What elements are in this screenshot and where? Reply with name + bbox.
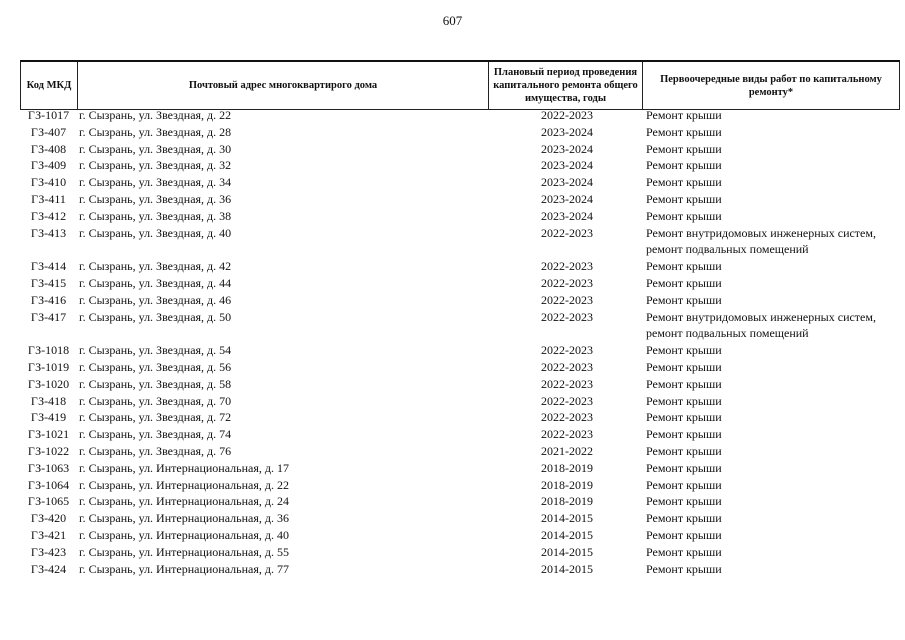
row-period: 2022-2023 [541,343,593,358]
row-works: Ремонт крыши [646,208,722,223]
row-works: Ремонт крыши [646,191,722,206]
row-address: г. Сызрань, ул. Звездная, д. 30 [79,141,232,156]
table-row [20,292,900,309]
row-code: ГЗ-421 [30,527,67,542]
row-works: Ремонт крыши [646,477,722,492]
row-code: ГЗ-408 [30,141,67,156]
row-code: ГЗ-418 [30,393,67,408]
table-row [20,359,900,376]
table-row [20,460,900,477]
row-address: г. Сызрань, ул. Звездная, д. 54 [79,343,232,358]
table-row [20,191,900,208]
row-code: ГЗ-417 [30,309,67,324]
row-code: ГЗ-411 [31,191,66,206]
row-works: Ремонт внутридомовых инженерных систем, ремонт подвальных помещений [646,225,876,257]
table-row [20,544,900,561]
row-period: 2022-2023 [541,410,593,425]
table-row [20,275,900,292]
row-works: Ремонт крыши [646,494,722,509]
table-row [20,107,900,124]
table-row [20,157,900,174]
row-period: 2022-2023 [541,359,593,374]
row-works: Ремонт крыши [646,141,722,156]
row-works: Ремонт крыши [646,561,722,576]
row-works: Ремонт крыши [646,527,722,542]
table-row [20,208,900,225]
row-address: г. Сызрань, ул. Интернациональная, д. 77 [79,561,289,576]
row-period: 2014-2015 [541,561,593,576]
row-code: ГЗ-419 [30,410,67,425]
row-address: г. Сызрань, ул. Звездная, д. 34 [79,175,232,190]
row-works: Ремонт крыши [646,427,722,442]
row-code: ГЗ-412 [30,208,67,223]
row-works: Ремонт крыши [646,393,722,408]
row-address: г. Сызрань, ул. Звездная, д. 46 [79,292,232,307]
row-address: г. Сызрань, ул. Звездная, д. 36 [79,191,232,206]
row-works: Ремонт внутридомовых инженерных систем, ремонт подвальных помещений [646,309,876,341]
row-works: Ремонт крыши [646,376,722,391]
row-period: 2014-2015 [541,544,593,559]
table-row [20,225,900,259]
row-works: Ремонт крыши [646,410,722,425]
row-works: Ремонт крыши [646,443,722,458]
row-address: г. Сызрань, ул. Звездная, д. 42 [79,259,232,274]
row-period: 2023-2024 [541,158,593,173]
row-period: 2023-2024 [541,124,593,139]
header-address: Почтовый адрес многоквартирого дома [78,62,489,109]
row-works: Ремонт крыши [646,275,722,290]
row-period: 2022-2023 [541,309,593,324]
row-works: Ремонт крыши [646,460,722,475]
row-works: Ремонт крыши [646,158,722,173]
row-period: 2022-2023 [541,427,593,442]
row-code: ГЗ-424 [30,561,67,576]
row-period: 2014-2015 [541,511,593,526]
row-code: ГЗ-407 [30,124,67,139]
table-header [20,60,900,110]
row-code: ГЗ-1063 [27,460,70,475]
row-period: 2018-2019 [541,460,593,475]
row-address: г. Сызрань, ул. Звездная, д. 38 [79,208,232,223]
table-body [20,107,900,577]
row-code: ГЗ-1020 [27,376,70,391]
row-address: г. Сызрань, ул. Интернациональная, д. 24 [79,494,289,509]
table-row [20,124,900,141]
row-code: ГЗ-420 [30,511,67,526]
row-period: 2014-2015 [541,527,593,542]
row-address: г. Сызрань, ул. Звездная, д. 32 [79,158,232,173]
row-works: Ремонт крыши [646,544,722,559]
row-address: г. Сызрань, ул. Звездная, д. 58 [79,376,232,391]
row-code: ГЗ-1021 [27,427,70,442]
table-row [20,477,900,494]
row-address: г. Сызрань, ул. Звездная, д. 44 [79,275,232,290]
table-row [20,393,900,410]
row-works: Ремонт крыши [646,124,722,139]
row-address: г. Сызрань, ул. Интернациональная, д. 22 [79,477,289,492]
row-works: Ремонт крыши [646,292,722,307]
row-address: г. Сызрань, ул. Интернациональная, д. 36 [79,511,289,526]
row-works: Ремонт крыши [646,108,722,122]
row-period: 2022-2023 [541,225,593,240]
row-code: ГЗ-415 [30,275,67,290]
row-address: г. Сызрань, ул. Интернациональная, д. 55 [79,544,289,559]
table-row [20,174,900,191]
row-code: ГЗ-416 [30,292,67,307]
row-address: г. Сызрань, ул. Звездная, д. 74 [79,427,232,442]
header-works: Первоочередные виды работ по капитальному ремонту* [660,73,882,98]
table-row [20,443,900,460]
row-address: г. Сызрань, ул. Звездная, д. 70 [79,393,232,408]
row-address: г. Сызрань, ул. Звездная, д. 40 [79,225,232,240]
table-row [20,493,900,510]
row-code: ГЗ-1064 [27,477,70,492]
row-address: г. Сызрань, ул. Интернациональная, д. 40 [79,527,289,542]
row-period: 2022-2023 [541,275,593,290]
row-works: Ремонт крыши [646,343,722,358]
row-period: 2022-2023 [541,376,593,391]
row-period: 2023-2024 [541,191,593,206]
row-period: 2022-2023 [541,393,593,408]
row-address: г. Сызрань, ул. Звездная, д. 22 [79,108,232,122]
row-code: ГЗ-1017 [27,108,70,122]
row-address: г. Сызрань, ул. Звездная, д. 28 [79,124,232,139]
table-row [20,561,900,578]
table-row [20,409,900,426]
row-period: 2023-2024 [541,141,593,156]
row-code: ГЗ-1065 [27,494,70,509]
row-code: ГЗ-410 [30,175,67,190]
row-period: 2023-2024 [541,208,593,223]
row-period: 2023-2024 [541,175,593,190]
row-address: г. Сызрань, ул. Интернациональная, д. 17 [79,460,289,475]
row-period: 2018-2019 [541,477,593,492]
table-row [20,426,900,443]
table-row [20,510,900,527]
row-address: г. Сызрань, ул. Звездная, д. 76 [79,443,232,458]
row-code: ГЗ-409 [30,158,67,173]
row-code: ГЗ-1022 [27,443,70,458]
table-row [20,376,900,393]
row-works: Ремонт крыши [646,259,722,274]
table-row [20,309,900,343]
table-row [20,141,900,158]
row-works: Ремонт крыши [646,359,722,374]
table-row [20,258,900,275]
header-period: Плановый период проведения капитального ремонта общего имущества, годы [489,62,643,109]
page-number: 607 [442,13,463,28]
row-code: ГЗ-414 [30,259,67,274]
row-address: г. Сызрань, ул. Звездная, д. 50 [79,309,232,324]
table-row [20,342,900,359]
row-code: ГЗ-423 [30,544,67,559]
header-code: Код МКД [21,62,78,109]
row-period: 2022-2023 [541,108,593,122]
row-period: 2021-2022 [541,443,593,458]
row-works: Ремонт крыши [646,511,722,526]
row-period: 2018-2019 [541,494,593,509]
row-period: 2022-2023 [541,292,593,307]
row-code: ГЗ-1018 [27,343,70,358]
row-address: г. Сызрань, ул. Звездная, д. 56 [79,359,232,374]
row-address: г. Сызрань, ул. Звездная, д. 72 [79,410,232,425]
row-period: 2022-2023 [541,259,593,274]
row-code: ГЗ-1019 [27,359,70,374]
table-row [20,527,900,544]
row-works: Ремонт крыши [646,175,722,190]
row-code: ГЗ-413 [30,225,67,240]
